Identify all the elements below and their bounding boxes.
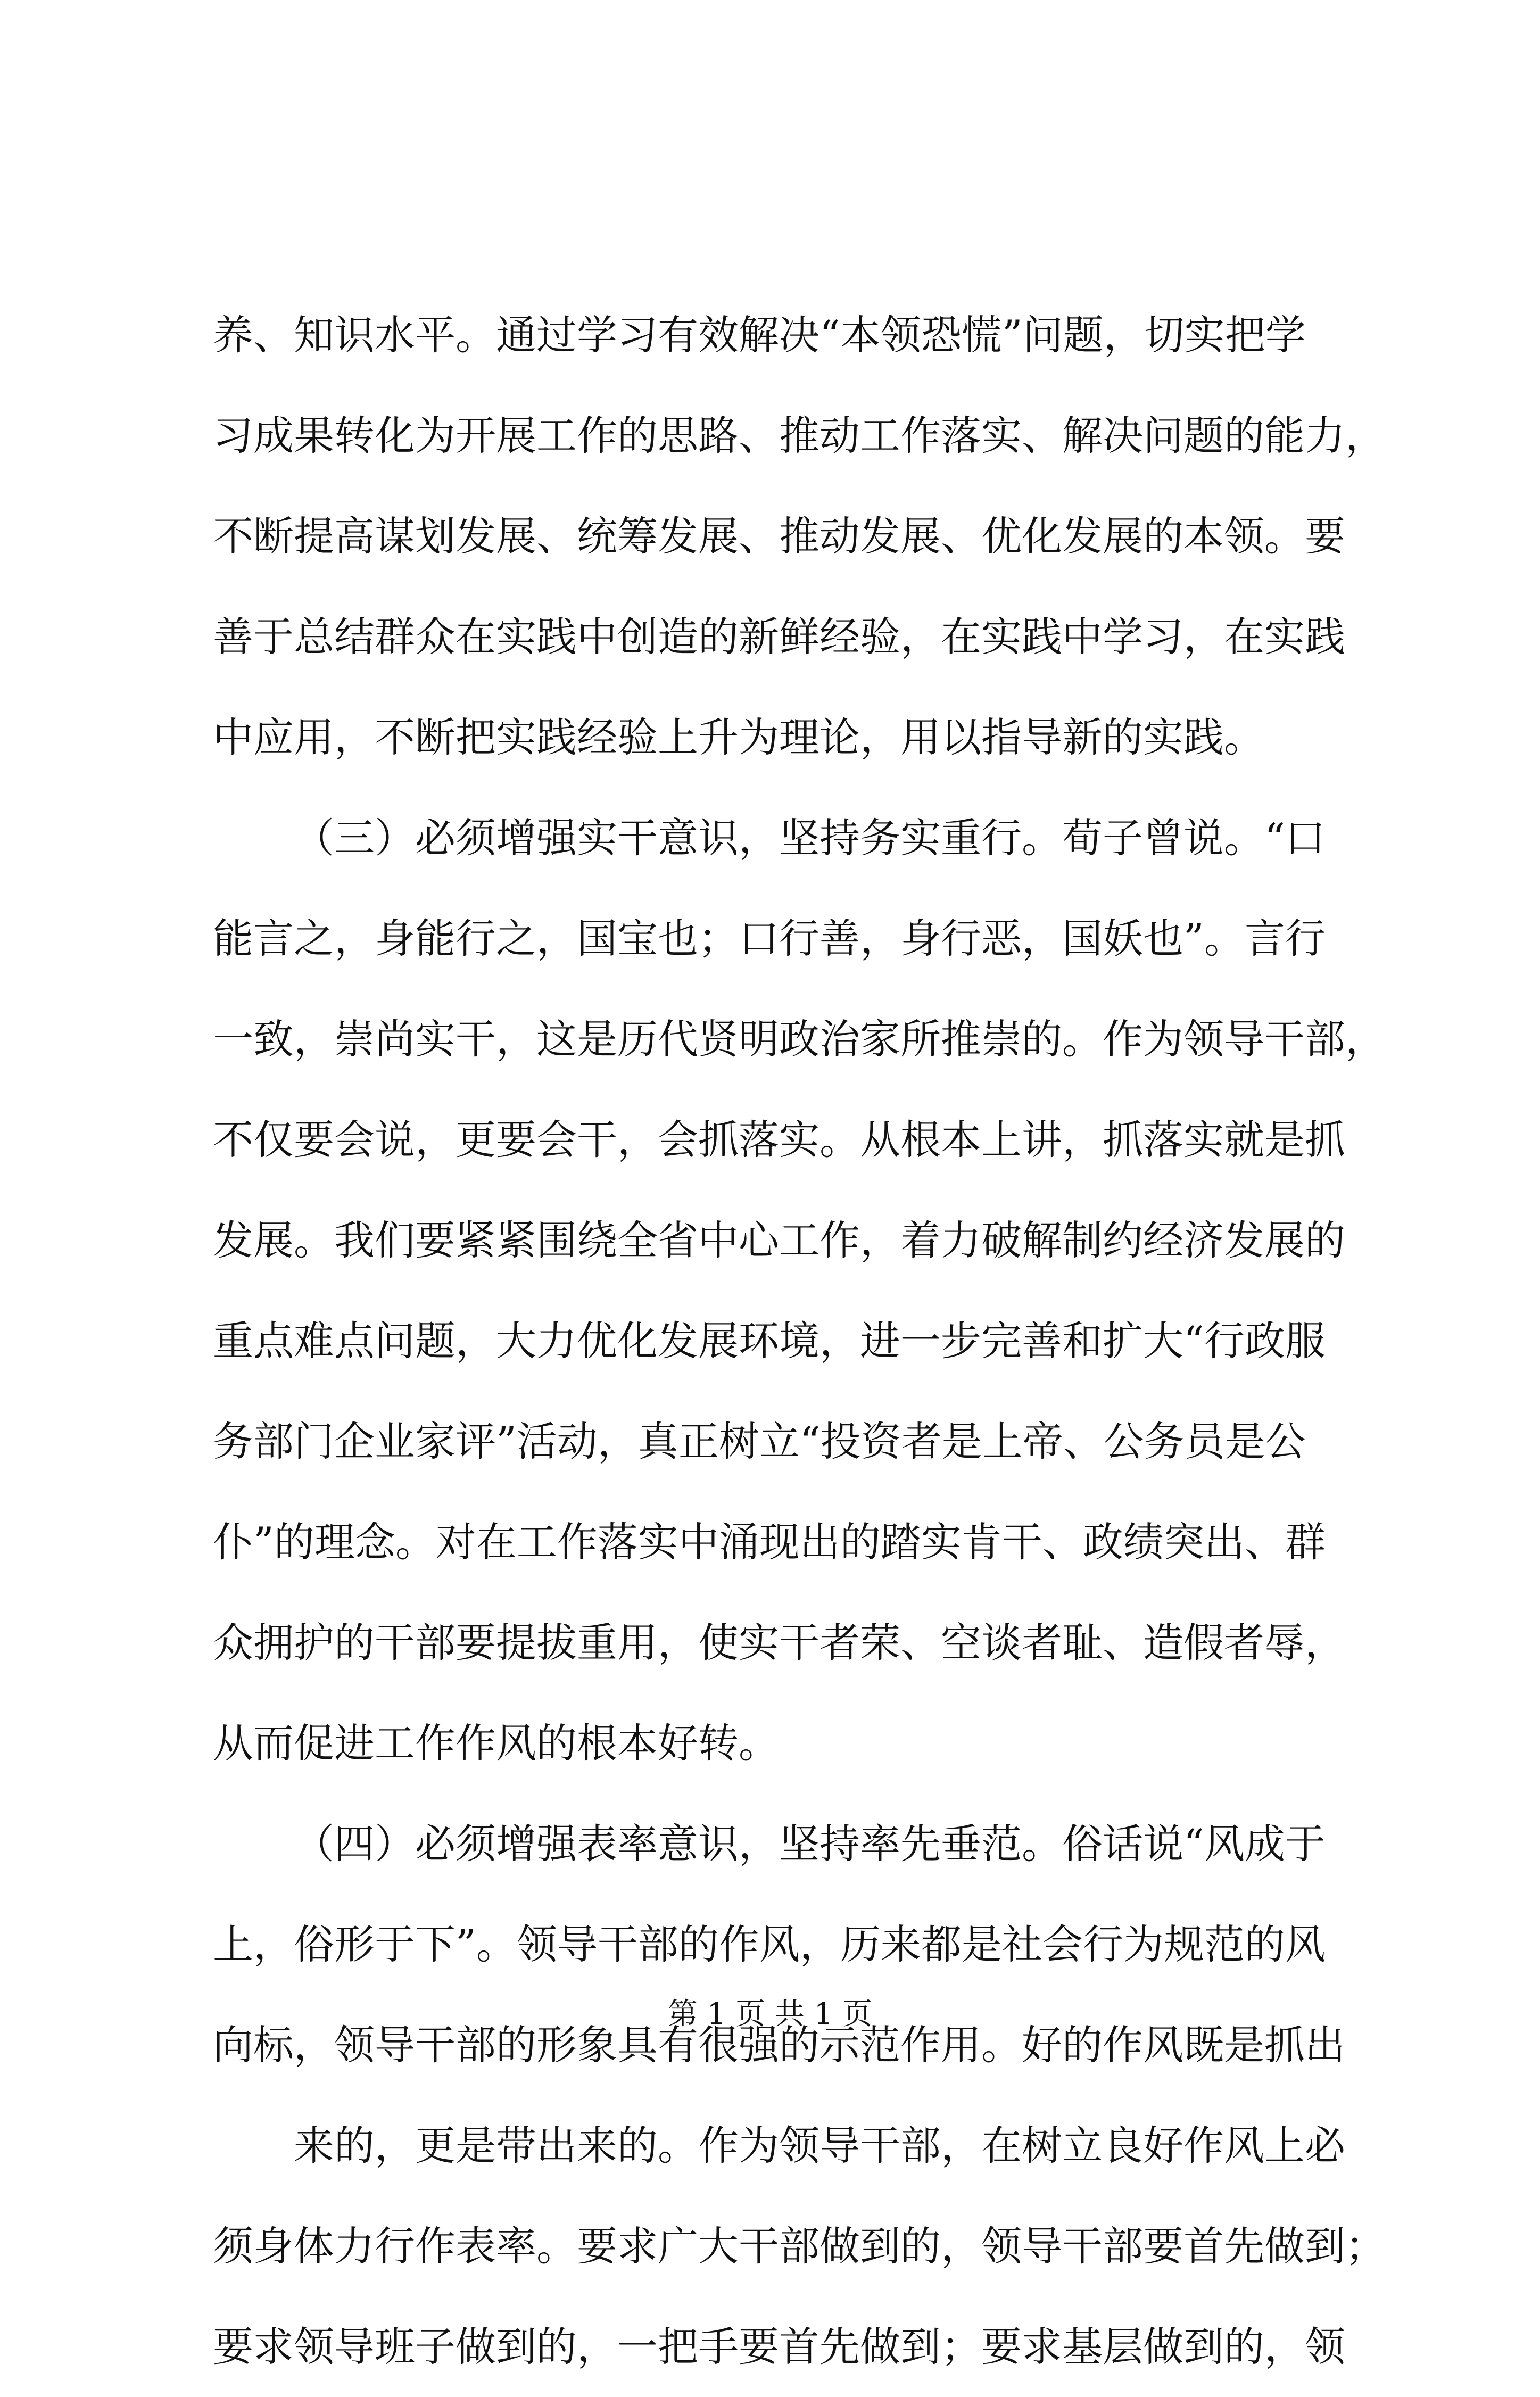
body-line: 从而促进工作作风的根本好转。 — [213, 1720, 779, 1767]
page-footer — [0, 1993, 1540, 2036]
body-line: 须身体力行作表率。要求广大干部做到的，领导干部要首先做到； — [213, 2222, 1386, 2270]
body-line: 向标，领导干部的形象具有很强的示范作用。好的作风既是抓出 — [213, 2021, 1345, 2069]
body-line: 务部门企业家评”活动，真正树立“投资者是上帝、公务员是公 — [213, 1418, 1306, 1465]
body-line: 重点难点问题，大力优化发展环境，进一步完善和扩大“行政服 — [213, 1317, 1326, 1365]
page-number-label: 第 1 页 共 1 页 — [667, 1997, 873, 2031]
body-line: 要求领导班子做到的，一把手要首先做到；要求基层做到的，领 — [213, 2323, 1345, 2370]
body-line: 不断提高谋划发展、统筹发展、推动发展、优化发展的本领。要 — [213, 513, 1345, 560]
paragraph-heading-line: （三）必须增强实干意识，坚持务实重行。荀子曾说。“口 — [294, 814, 1326, 862]
paragraph-heading-line: （四）必须增强表率意识，坚持率先垂范。俗话说“风成于 — [294, 1820, 1326, 1867]
body-line: 能言之，身能行之，国宝也；口行善，身行恶，国妖也”。言行 — [213, 915, 1326, 962]
body-line: 不仅要会说，更要会干，会抓落实。从根本上讲，抓落实就是抓 — [213, 1116, 1345, 1163]
body-line: 众拥护的干部要提拔重用，使实干者荣、空谈者耻、造假者辱， — [213, 1619, 1345, 1666]
body-line: 发展。我们要紧紧围绕全省中心工作，着力破解制约经济发展的 — [213, 1217, 1345, 1264]
document-body — [213, 285, 1386, 2397]
body-line: 养、知识水平。通过学习有效解决“本领恐慌”问题，切实把学 — [213, 311, 1306, 359]
body-line: 仆”的理念。对在工作落实中涌现出的踏实肯干、政绩突出、群 — [213, 1518, 1326, 1566]
body-line: 善于总结群众在实践中创造的新鲜经验，在实践中学习，在实践 — [213, 613, 1345, 660]
body-line: 来的，更是带出来的。作为领导干部，在树立良好作风上必 — [294, 2122, 1345, 2169]
body-line: 中应用，不断把实践经验上升为理论，用以指导新的实践。 — [213, 714, 1264, 761]
body-line: 上，俗形于下”。领导干部的作风，历来都是社会行为规范的风 — [213, 1921, 1326, 1968]
body-line: 习成果转化为开展工作的思路、推动工作落实、解决问题的能力， — [213, 412, 1386, 459]
body-line: 一致，崇尚实干，这是历代贤明政治家所推崇的。作为领导干部， — [213, 1015, 1386, 1063]
